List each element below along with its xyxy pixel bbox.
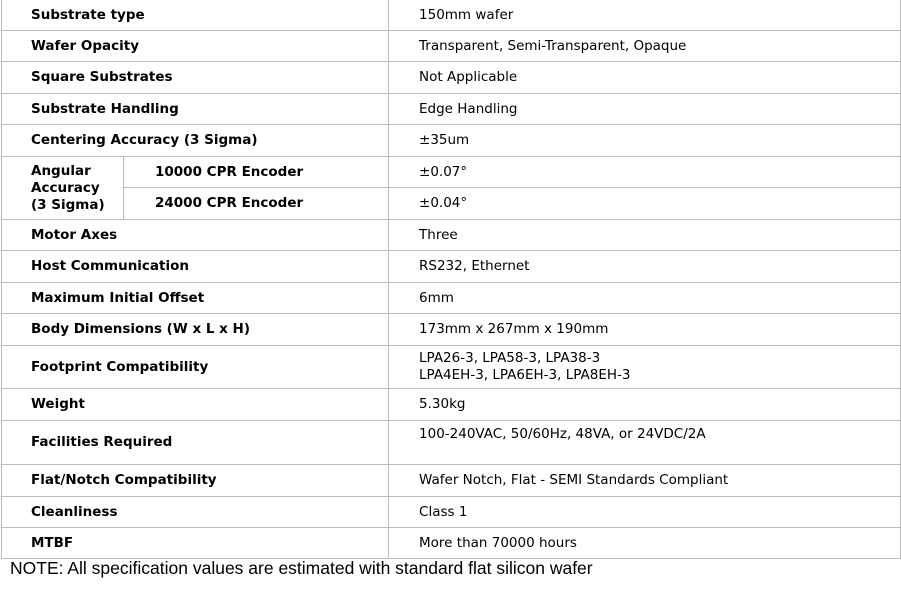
spec-value: Three	[389, 220, 901, 251]
spec-label: Centering Accuracy (3 Sigma)	[2, 125, 389, 157]
table-row	[2, 346, 901, 389]
footprint-value-line: LPA26-3, LPA58-3, LPA38-3	[419, 350, 601, 366]
table-row	[2, 421, 901, 465]
spec-label: Host Communication	[2, 251, 389, 283]
table-row	[2, 188, 901, 220]
table-row	[2, 0, 901, 31]
encoder-label: 10000 CPR Encoder	[124, 157, 389, 188]
spec-label: Weight	[2, 389, 389, 421]
table-row	[2, 94, 901, 125]
table-row	[2, 389, 901, 421]
spec-value: Class 1	[389, 497, 901, 528]
spec-label: Footprint Compatibility	[2, 346, 389, 389]
spec-value: Edge Handling	[389, 94, 901, 125]
spec-value: More than 70000 hours	[389, 528, 901, 559]
table-row	[2, 314, 901, 346]
table-row	[2, 31, 901, 62]
spec-label: Flat/Notch Compatibility	[2, 465, 389, 497]
table-row	[2, 528, 901, 559]
spec-label: Substrate Handling	[2, 94, 389, 125]
spec-label: Wafer Opacity	[2, 31, 389, 62]
table-row	[2, 283, 901, 314]
table-row	[2, 465, 901, 497]
spec-label: Facilities Required	[2, 421, 389, 465]
spec-label: Maximum Initial Offset	[2, 283, 389, 314]
spec-value: Transparent, Semi-Transparent, Opaque	[389, 31, 901, 62]
spec-label: Body Dimensions (W x L x H)	[2, 314, 389, 346]
spec-value: RS232, Ethernet	[389, 251, 901, 283]
spec-value: Wafer Notch, Flat - SEMI Standards Compliant	[389, 465, 901, 497]
table-row	[2, 157, 901, 188]
angular-label-line: Accuracy	[31, 179, 100, 196]
spec-value: 5.30kg	[389, 389, 901, 421]
angular-label-line: (3 Sigma)	[31, 196, 105, 213]
spec-value: ±35um	[389, 125, 901, 157]
table-row	[2, 497, 901, 528]
spec-label: Substrate type	[2, 0, 389, 31]
footprint-value-line: LPA4EH-3, LPA6EH-3, LPA8EH-3	[419, 367, 631, 383]
spec-value: 6mm	[389, 283, 901, 314]
angular-accuracy-label	[2, 157, 124, 220]
spec-value: 150mm wafer	[389, 0, 901, 31]
table-row	[2, 220, 901, 251]
angular-label-line: Angular	[31, 162, 91, 179]
footnote: NOTE: All specification values are estimated with standard flat silicon wafer	[10, 558, 593, 578]
spec-label: Motor Axes	[2, 220, 389, 251]
specification-table	[1, 0, 901, 559]
spec-value: ±0.07°	[389, 157, 901, 188]
table-row	[2, 62, 901, 94]
encoder-label: 24000 CPR Encoder	[124, 188, 389, 220]
table-row	[2, 251, 901, 283]
table-row	[2, 125, 901, 157]
spec-value: Not Applicable	[389, 62, 901, 94]
spec-label: Square Substrates	[2, 62, 389, 94]
spec-label: Cleanliness	[2, 497, 389, 528]
spec-value: 100-240VAC, 50/60Hz, 48VA, or 24VDC/2A	[389, 421, 901, 465]
spec-value: 173mm x 267mm x 190mm	[389, 314, 901, 346]
spec-value	[389, 346, 901, 389]
spec-label: MTBF	[2, 528, 389, 559]
spec-value: ±0.04°	[389, 188, 901, 220]
